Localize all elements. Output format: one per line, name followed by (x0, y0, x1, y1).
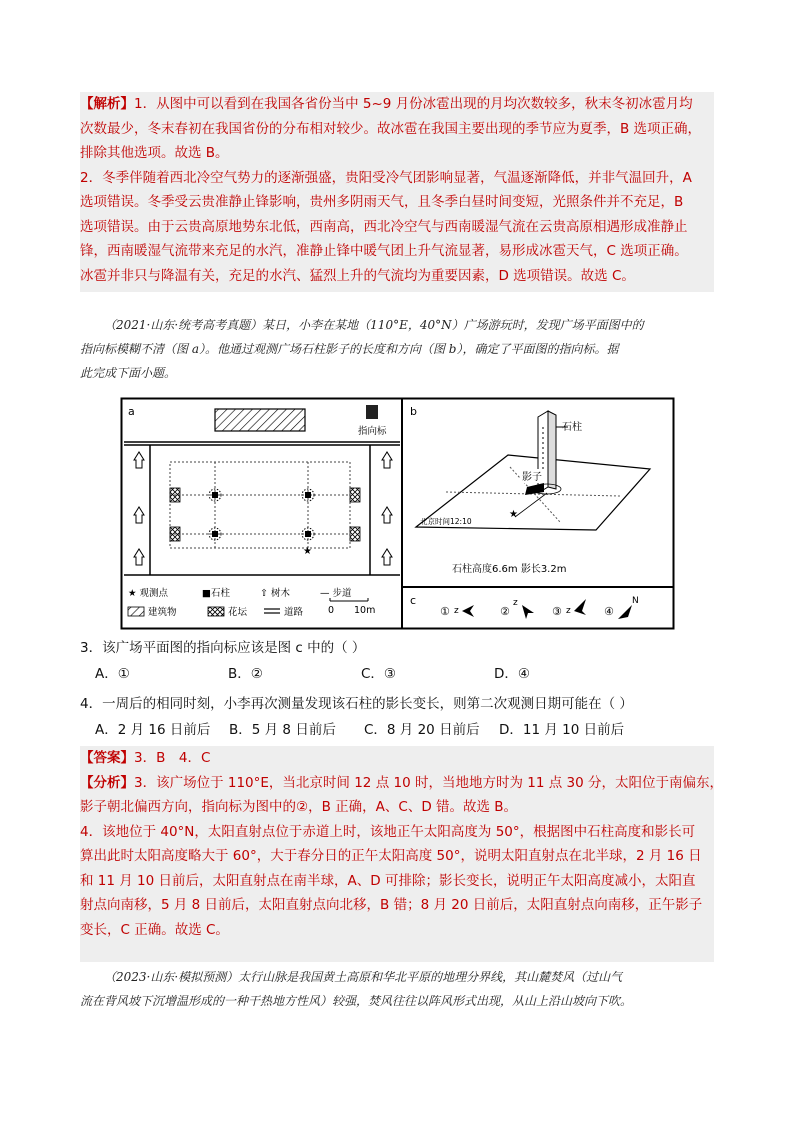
panel-a-label: a (128, 405, 135, 418)
option-b[interactable]: B．② (228, 666, 263, 682)
intro-line: 指向标模糊不清（图 a）。他通过观测广场石柱影子的长度和方向（图 b），确定了平面图的指向标。据 (80, 342, 619, 356)
analysis-line: 排除其他选项。故选 B。 (80, 145, 229, 161)
option-c[interactable]: C．8 月 20 日前后 (364, 722, 480, 738)
intro-line: （2021·山东·统考高考真题）某日，小李在某地（110°E，40°N）广场游玩时，发现广场平面图中的 (104, 318, 644, 332)
observation-point-icon: ★ (303, 546, 312, 557)
compass-label: 指向标 (358, 426, 387, 437)
svg-text:z: z (566, 606, 571, 616)
svg-text:③: ③ (552, 605, 562, 618)
svg-text:建筑物: 建筑物 (148, 607, 177, 618)
analysis-line: 【分析】3．该广场位于 110°E，当北京时间 12 点 10 时，当地地方时为 11 点 30 分，太阳位于南偏东， (80, 774, 723, 791)
analysis-line: 选项错误。冬季受云贵准静止锋影响，贵州多阴雨天气，且冬季白昼时间变短，光照条件并不充足，B (80, 194, 684, 210)
outro-line: 流在背风坡下沉增温形成的一种干热地方性风）较强，焚风往往以阵风形式出现，从山上沿山坡向下吹。 (80, 994, 633, 1008)
analysis-line: 影子朝北偏西方向，指向标为图中的②，B 正确，A、C、D 错。故选 B。 (80, 799, 518, 815)
svg-text:— 步道: — 步道 (320, 588, 352, 599)
option-c[interactable]: C．③ (361, 666, 397, 682)
analysis-tag: 【分析】 (80, 774, 134, 791)
question-3 (80, 635, 714, 687)
question-stem: 3．该广场平面图的指向标应该是图 c 中的（ ） (80, 640, 366, 656)
observation-point-icon: ★ (509, 509, 518, 520)
compass-blurred (366, 405, 378, 419)
pillar-label: 石柱 (562, 422, 582, 433)
analysis-line: 2．冬季伴随着西北冷空气势力的逐渐强盛，贵阳受冷气团影响显著，气温逐渐降低，并非气温回升，A (80, 169, 692, 186)
svg-text:■石柱: ■石柱 (202, 588, 230, 599)
pillar-caption: 石柱高度6.6m 影长3.2m (452, 564, 567, 575)
scale-start: 0 (328, 605, 335, 616)
panel-c-label: c (410, 594, 417, 607)
analysis-line: 次数最少，冬末春初在我国省份的分布相对较少。故冰雹在我国主要出现的季节应为夏季，B 选项正确， (80, 120, 702, 137)
option-d[interactable]: D．④ (494, 666, 530, 682)
question-intro (80, 313, 714, 385)
analysis-line: 【解析】1．从图中可以看到在我国各省份当中 5~9 月份冰雹出现的月均次数较多，秋末冬初冰雹月均 (80, 96, 693, 112)
svg-text:②: ② (500, 605, 510, 618)
analysis-line: 和 11 月 10 日前后，太阳直射点在南半球，A、D 可排除；影长变长，说明正午太阳高度减小，太阳直 (80, 872, 696, 889)
svg-text:★ 观测点: ★ 观测点 (128, 588, 169, 599)
intro-line: 此完成下面小题。 (80, 366, 177, 380)
question-stem: 4．一周后的相同时刻，小李再次测量发现该石柱的影长变长，则第二次观测日期可能在（ ） (80, 696, 633, 712)
svg-text:z: z (454, 606, 459, 616)
svg-text:z: z (513, 598, 518, 608)
svg-text:花坛: 花坛 (228, 607, 248, 618)
panel-b-label: b (410, 405, 417, 418)
option-d[interactable]: D．11 月 10 日前后 (499, 722, 625, 738)
outro-line: （2023·山东·模拟预测）太行山脉是我国黄土高原和华北平原的地理分界线，其山麓焚风（过山气 (104, 970, 623, 984)
scale-end: 10m (354, 605, 376, 616)
analysis-tag: 【解析】 (80, 96, 134, 112)
time-label: 北京时间12:10 (420, 517, 472, 526)
answer-tag: 【答案】 (80, 750, 134, 766)
analysis-line: 变长，C 正确。故选 C。 (80, 921, 229, 938)
analysis-block-1 (80, 92, 714, 292)
option-a[interactable]: A．① (95, 666, 130, 682)
answer-text: 3．B 4．C (134, 750, 211, 766)
option-b[interactable]: B．5 月 8 日前后 (229, 722, 336, 738)
analysis-line: 冰雹并非只与降温有关，充足的水汽、猛烈上升的气流均为重要因素，D 选项错误。故选 C。 (80, 267, 635, 284)
shadow-label: 影子 (522, 472, 542, 483)
analysis-line: 算出此时太阳高度略大于 60°，大于春分日的正午太阳高度 50°，说明太阳直射点在北半球，2 月 16 日 (80, 848, 702, 864)
next-question-intro (80, 965, 714, 1013)
analysis-line: 选项错误。由于云贵高原地势东北低，西南高，西北冷空气与西南暖湿气流在云贵高原相遇形成准静止 (80, 218, 688, 235)
answer-line (80, 746, 714, 771)
analysis-line: 锋，西南暖湿气流带来充足的水汽，准静止锋中暖气团上升气流显著，易形成冰雹天气，C 选项正确。 (80, 243, 688, 259)
svg-text:⇧ 树木: ⇧ 树木 (260, 588, 290, 599)
analysis-block-2 (80, 746, 723, 962)
figure (120, 397, 675, 630)
option-a[interactable]: A．2 月 16 日前后 (95, 722, 211, 738)
question-4 (80, 691, 714, 743)
building (215, 409, 305, 431)
analysis-line: 射点向南移，5 月 8 日前后，太阳直射点向北移，B 错；8 月 20 日前后，太阳直射点向南移，正午影子 (80, 897, 703, 913)
analysis-line: 4．该地位于 40°N，太阳直射点位于赤道上时，该地正午太阳高度为 50°，根据图中石柱高度和影长可 (80, 823, 696, 840)
svg-text:④: ④ (604, 605, 614, 618)
svg-text:N: N (632, 596, 639, 606)
svg-text:①: ① (440, 605, 450, 618)
svg-text:道路: 道路 (284, 607, 304, 618)
